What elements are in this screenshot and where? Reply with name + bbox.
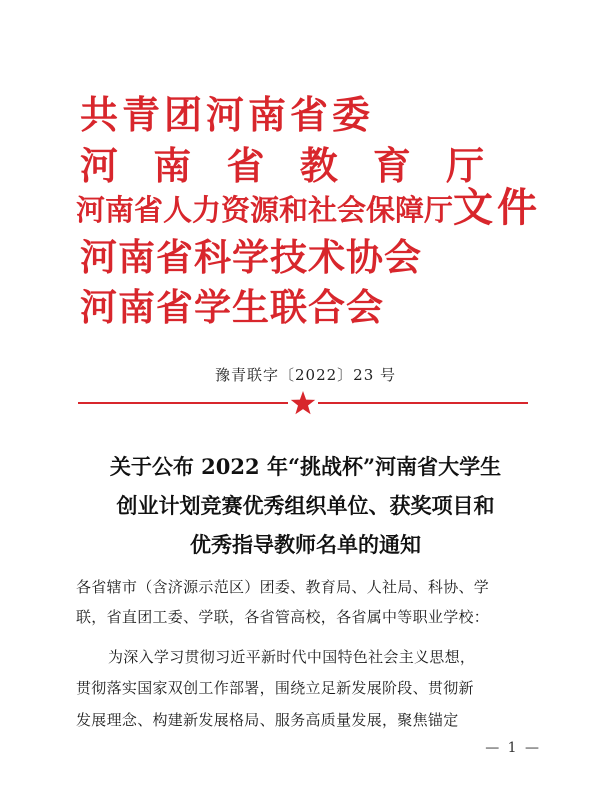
issuer-line: 共青团河南省委 bbox=[80, 92, 375, 137]
body-text-line: 各省辖市（含济源示范区）团委、教育局、人社局、科协、学 bbox=[76, 578, 490, 596]
document-number: 豫青联字〔2022〕23 号 bbox=[214, 366, 397, 384]
body-text-line: 联，省直团工委、学联，各省管高校，各省属中等职业学校： bbox=[76, 608, 490, 626]
issuer-line: 河 南 省 教 育 厅 bbox=[80, 143, 496, 188]
notice-title-line: 创业计划竞赛优秀组织单位、获奖项目和 bbox=[116, 493, 495, 518]
issuer-line: 河南省人力资源和社会保障厅 bbox=[76, 193, 454, 227]
body-text-line: 为深入学习贯彻习近平新时代中国特色社会主义思想， bbox=[108, 648, 476, 666]
notice-title-line: 优秀指导教师名单的通知 bbox=[190, 532, 421, 557]
document-type-label: 文件 bbox=[453, 184, 541, 231]
red-divider-left bbox=[78, 402, 288, 404]
page-number: — 1 — bbox=[485, 740, 541, 756]
notice-title-line: 关于公布 2022 年“挑战杯”河南省大学生 bbox=[109, 454, 502, 479]
issuer-line: 河南省科学技术协会 bbox=[80, 235, 422, 279]
red-divider-right bbox=[318, 402, 528, 404]
body-text-line: 发展理念、构建新发展格局、服务高质量发展，聚焦锚定 bbox=[76, 711, 459, 729]
issuer-line: 河南省学生联合会 bbox=[80, 285, 384, 329]
body-text-line: 贯彻落实国家双创工作部署，围绕立足新发展阶段、贯彻新 bbox=[76, 679, 474, 697]
star-icon bbox=[290, 390, 316, 416]
